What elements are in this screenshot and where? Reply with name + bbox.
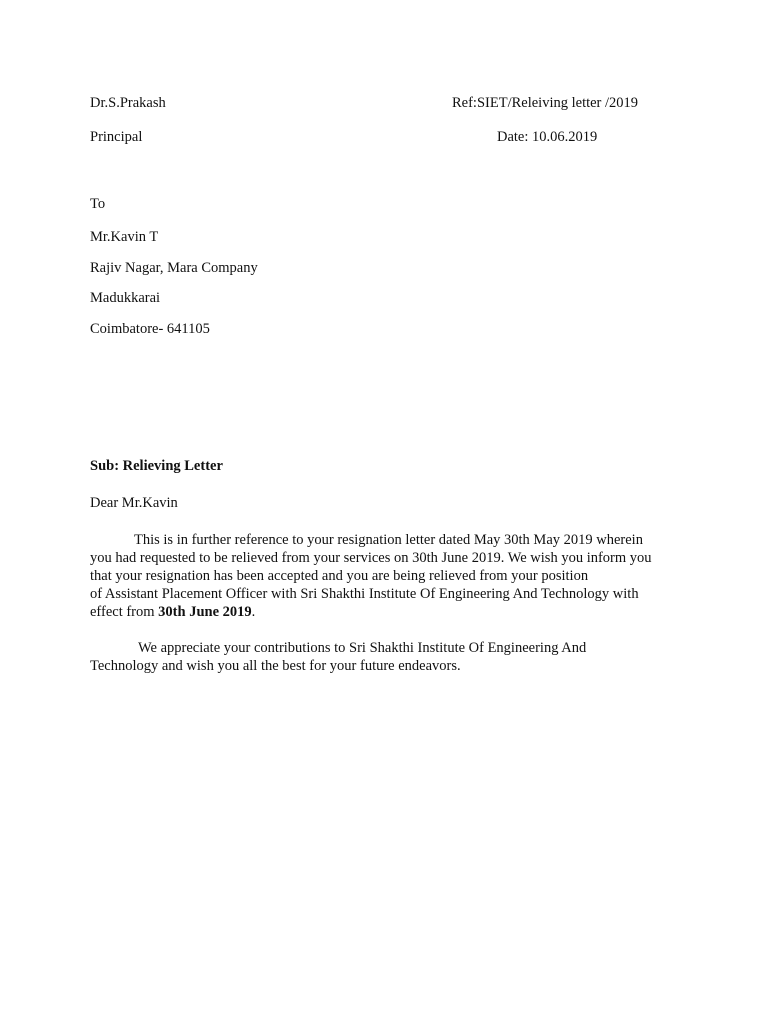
recipient-address-line1: Rajiv Nagar, Mara Company — [90, 260, 258, 276]
recipient-name: Mr.Kavin T — [90, 229, 159, 245]
sender-title: Principal — [90, 129, 143, 145]
letter-date: Date: 10.06.2019 — [497, 129, 598, 145]
subject-line: Sub: Relieving Letter — [90, 458, 223, 474]
body-paragraph-1-line: you had requested to be relieved from your services on 30th June 2019. We wish you inform you — [90, 550, 652, 566]
sentence-end: . — [251, 604, 256, 620]
recipient-address-line3: Coimbatore- 641105 — [90, 321, 210, 337]
body-paragraph-1 — [90, 531, 690, 621]
body-paragraph-1-line — [90, 603, 690, 621]
to-label: To — [90, 196, 106, 212]
body-paragraph-2-line: We appreciate your contributions to Sri Shakthi Institute Of Engineering And — [138, 640, 587, 656]
relieving-date-bold: 30th June 2019 — [158, 604, 252, 620]
salutation: Dear Mr.Kavin — [90, 495, 178, 511]
body-paragraph-2 — [90, 639, 690, 675]
sender-name: Dr.S.Prakash — [90, 95, 166, 111]
effect-from-text: effect from — [90, 604, 159, 620]
reference-number: Ref:SIET/Releiving letter /2019 — [452, 95, 639, 111]
body-paragraph-1-line: of Assistant Placement Officer with Sri Shakthi Institute Of Engineering And Technology with — [90, 586, 639, 602]
body-paragraph-1-line: This is in further reference to your resignation letter dated May 30th May 2019 wherein — [134, 532, 643, 548]
body-paragraph-2-line: Technology and wish you all the best for your future endeavors. — [90, 658, 461, 674]
body-paragraph-1-line: that your resignation has been accepted and you are being relieved from your position — [90, 568, 589, 584]
recipient-address-line2: Madukkarai — [90, 290, 161, 306]
